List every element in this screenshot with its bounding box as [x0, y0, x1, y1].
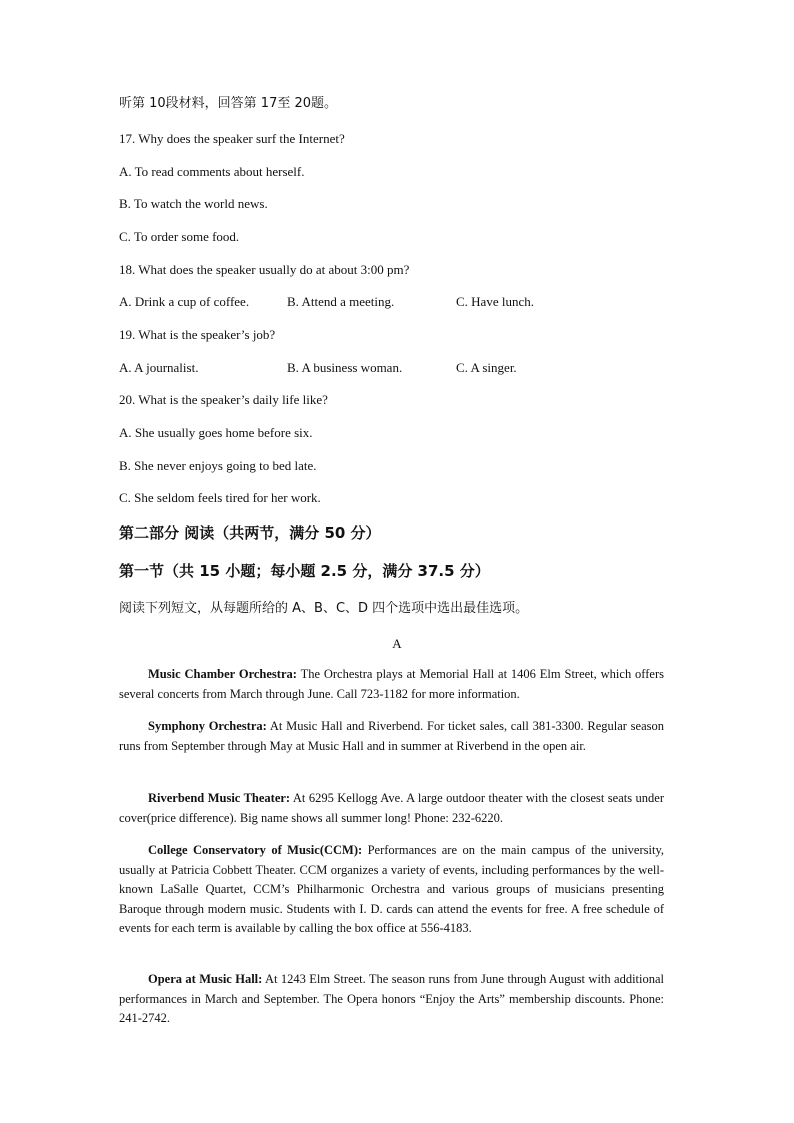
paragraph-text: Performances are on the main campus of the university, usually at Patricia Cobbett Theater. CCM organizes a variety of events, including performances by the well-known LaSalle Quartet, CCM’s Philharmonic Orchestra and various groups of musicians presenting Baroque through modern music. Students with I. D. cards can attend the events for free. A free schedule of events for each term is available by calling the box office at 556-4183.	[119, 843, 665, 935]
option-17c: C. To order some food.	[119, 229, 240, 244]
question-17: 17. Why does the speaker surf the Internet?	[119, 131, 345, 146]
paragraph-text: The Orchestra plays at Memorial Hall at 1406 Elm Street, which offers several concerts from March through June. Call 723-1182 for more information.	[119, 667, 664, 701]
paragraph-title: College Conservatory of Music(CCM):	[148, 843, 363, 857]
paragraph-title: Symphony Orchestra:	[148, 719, 267, 733]
option-19b: B. A business woman.	[287, 360, 403, 375]
option-18c: C. Have lunch.	[456, 294, 534, 309]
paragraph-ccm	[119, 841, 664, 939]
option-18a: A. Drink a cup of coffee.	[119, 294, 250, 309]
passage-label: A	[392, 636, 402, 651]
question-20: 20. What is the speaker’s daily life like?	[119, 392, 328, 407]
paragraph-riverbend-music-theater	[119, 789, 664, 828]
paragraph-text: At 1243 Elm Street. The season runs from June through August with additional performances in March and September. The Opera honors “Enjoy the Arts” membership discounts. Phone: 241-2742.	[119, 972, 665, 1025]
option-19c: C. A singer.	[456, 360, 517, 375]
option-18b: B. Attend a meeting.	[287, 294, 395, 309]
question-19: 19. What is the speaker’s job?	[119, 327, 276, 342]
option-17b: B. To watch the world news.	[119, 196, 268, 211]
paragraph-text: At Music Hall and Riverbend. For ticket sales, call 381-3300. Regular season runs from September through May at Music Hall and in summer at Riverbend in the open air.	[119, 719, 664, 753]
paragraph-symphony-orchestra	[119, 717, 664, 756]
option-17a: A. To read comments about herself.	[119, 164, 305, 179]
listening-instruction: 听第 10段材料，回答第 17至 20题。	[119, 96, 338, 111]
paragraph-title: Opera at Music Hall:	[148, 972, 263, 986]
option-20c: C. She seldom feels tired for her work.	[119, 490, 321, 505]
paragraph-title: Music Chamber Orchestra:	[148, 667, 297, 681]
reading-instruction: 阅读下列短文，从每题所给的 A、B、C、D 四个选项中选出最佳选项。	[119, 601, 529, 616]
question-18: 18. What does the speaker usually do at about 3:00 pm?	[119, 262, 410, 277]
section-one-heading: 第一节（共 15 小题；每小题 2.5 分，满分 37.5 分）	[119, 562, 490, 580]
option-20a: A. She usually goes home before six.	[119, 425, 313, 440]
part-two-heading: 第二部分 阅读（共两节，满分 50 分）	[119, 524, 381, 542]
paragraph-title: Riverbend Music Theater:	[148, 791, 291, 805]
paragraph-opera-music-hall	[119, 970, 664, 1029]
paragraph-text: At 6295 Kellogg Ave. A large outdoor theater with the closest seats under cover(price difference). Big name shows all summer long! Phone: 232-6220.	[119, 791, 665, 825]
option-20b: B. She never enjoys going to bed late.	[119, 458, 317, 473]
paragraph-music-chamber-orchestra	[119, 665, 664, 704]
option-19a: A. A journalist.	[119, 360, 199, 375]
